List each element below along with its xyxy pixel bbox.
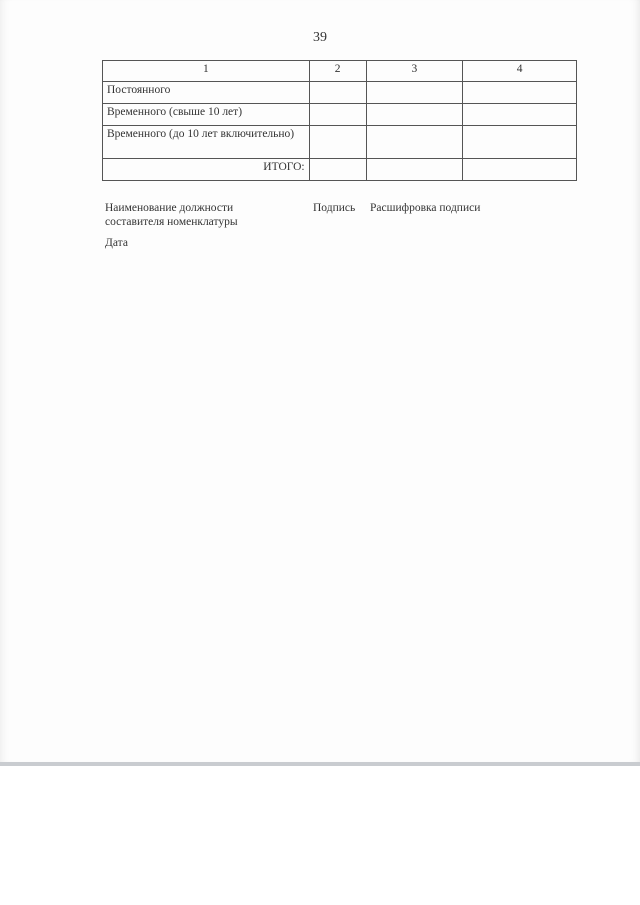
column-header: 3 bbox=[366, 61, 463, 82]
summary-table bbox=[102, 60, 577, 181]
table-cell bbox=[463, 159, 577, 181]
signature-decode-label: Расшифровка подписи bbox=[370, 202, 481, 214]
table-header-row bbox=[103, 61, 577, 82]
table-row bbox=[103, 82, 577, 104]
table-cell bbox=[463, 104, 577, 126]
total-row bbox=[103, 159, 577, 181]
table-cell bbox=[463, 126, 577, 159]
table-cell bbox=[463, 82, 577, 104]
table-row bbox=[103, 126, 577, 159]
table-cell bbox=[309, 126, 366, 159]
table-cell bbox=[366, 104, 463, 126]
row-label: Временного (свыше 10 лет) bbox=[103, 104, 310, 126]
position-label: Наименование должности составителя номенклатуры bbox=[105, 202, 238, 228]
table-cell bbox=[366, 159, 463, 181]
table-cell bbox=[366, 126, 463, 159]
signature-label: Подпись bbox=[313, 202, 356, 214]
table-cell bbox=[309, 82, 366, 104]
page-number: 39 bbox=[313, 30, 327, 45]
column-header: 2 bbox=[309, 61, 366, 82]
column-header: 4 bbox=[463, 61, 577, 82]
row-label: Временного (до 10 лет включительно) bbox=[103, 126, 310, 159]
table-cell bbox=[309, 159, 366, 181]
table-cell bbox=[366, 82, 463, 104]
row-label: Постоянного bbox=[103, 82, 310, 104]
date-label: Дата bbox=[105, 237, 128, 249]
table-cell bbox=[309, 104, 366, 126]
table-row bbox=[103, 104, 577, 126]
column-header: 1 bbox=[103, 61, 310, 82]
total-label: ИТОГО: bbox=[103, 159, 310, 181]
